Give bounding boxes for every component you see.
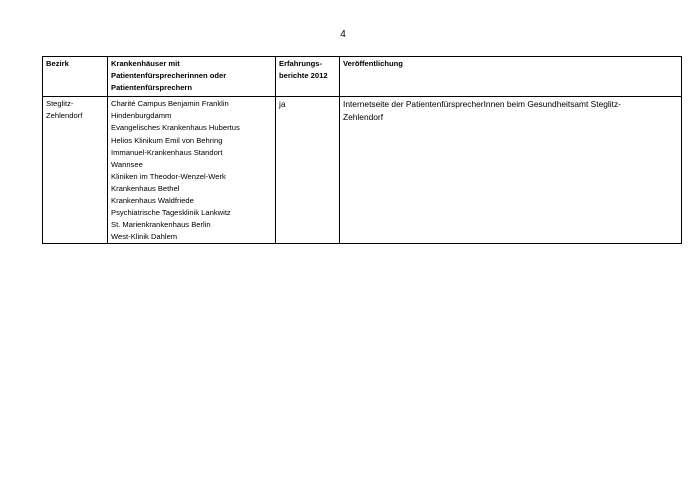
veroeffentlichung-line: Internetseite der PatientenfürsprecherInnen beim Gesundheitsamt Steglitz- <box>343 99 621 110</box>
header-veroeffentlichung-label: Veröffentlichung <box>343 59 403 68</box>
hospital-list-item: Wannsee <box>111 159 143 169</box>
hospital-list-item: Krankenhaus Bethel <box>111 183 180 193</box>
hospital-list-item: St. Marienkrankenhaus Berlin <box>111 220 211 230</box>
header-bezirk-label: Bezirk <box>46 59 69 68</box>
hospital-list-item: Hindenburgdamm <box>111 111 172 121</box>
hospital-list-item: Evangelisches Krankenhaus Hubertus <box>111 123 240 133</box>
header-erfahrungsberichte-line: berichte 2012 <box>279 71 328 81</box>
header-krankenhaeuser-line: Patientenfürsprecherinnen oder <box>111 71 227 81</box>
header-veroeffentlichung <box>340 57 682 97</box>
cell-bezirk <box>43 97 108 244</box>
bezirk-line: Zehlendorf <box>46 111 83 121</box>
cell-erfahrungsberichte <box>276 97 340 244</box>
hospital-list-item: Krankenhaus Waldfriede <box>111 196 194 206</box>
hospital-list-item: Psychiatrische Tagesklinik Lankwitz <box>111 208 231 218</box>
hospital-list-item: Charité Campus Benjamin Franklin <box>111 99 229 109</box>
erfahrungsberichte-value: ja <box>279 99 286 110</box>
page-number: 4 <box>340 29 346 40</box>
hospital-list-item: Immanuel-Krankenhaus Standort <box>111 147 223 157</box>
header-krankenhaeuser <box>108 57 276 97</box>
header-krankenhaeuser-line: Patientenfürsprechern <box>111 83 193 93</box>
hospital-list-item: Helios Klinikum Emil von Behring <box>111 135 223 145</box>
table-row <box>43 97 682 244</box>
header-krankenhaeuser-line: Krankenhäuser mit <box>111 59 180 68</box>
cell-veroeffentlichung <box>340 97 682 244</box>
veroeffentlichung-line: Zehlendorf <box>343 111 384 122</box>
header-erfahrungsberichte <box>276 57 340 97</box>
header-erfahrungsberichte-line: Erfahrungs- <box>279 59 323 68</box>
table-header-row <box>43 57 682 97</box>
hospital-list-item: Kliniken im Theodor-Wenzel-Werk <box>111 171 226 181</box>
bezirk-line: Steglitz- <box>46 99 74 109</box>
patient-advocates-table <box>42 56 682 244</box>
hospital-list-item: West-Klinik Dahlem <box>111 232 178 242</box>
header-bezirk <box>43 57 108 97</box>
cell-krankenhaeuser <box>108 97 276 244</box>
